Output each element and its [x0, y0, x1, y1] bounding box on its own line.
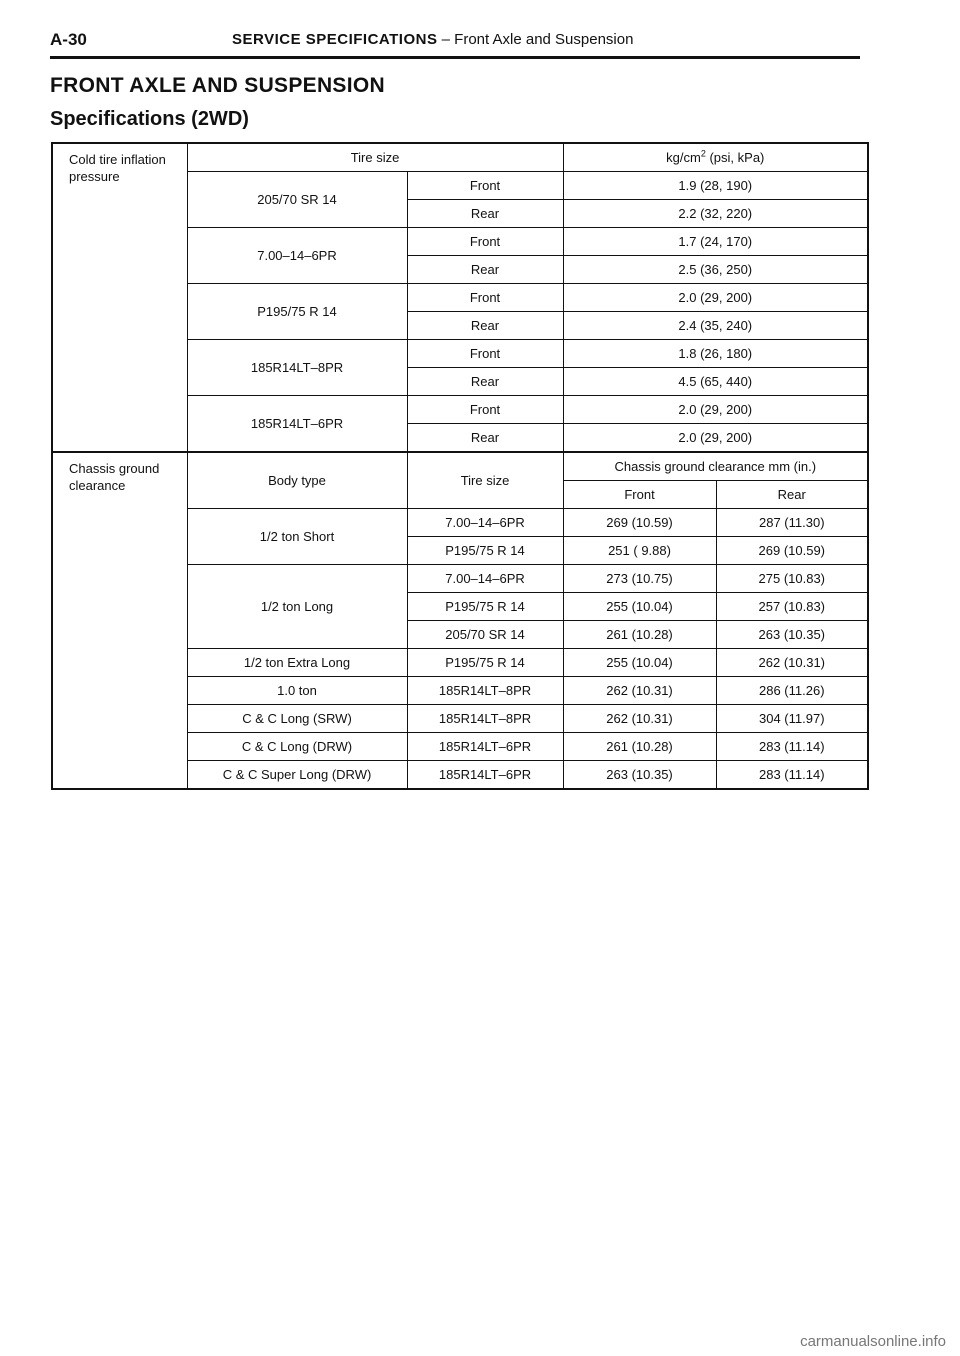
inflation-label: Cold tire inflation pressure: [52, 143, 187, 452]
axle-front-label: Front: [407, 228, 563, 256]
clearance-rear-value: 269 (10.59): [716, 537, 868, 565]
clearance-front-value: 262 (10.31): [563, 705, 716, 733]
clearance-tire-size: 185R14LT–8PR: [407, 705, 563, 733]
clearance-tire-size: P195/75 R 14: [407, 593, 563, 621]
section-title: FRONT AXLE AND SUSPENSION: [50, 74, 385, 97]
pressure-rear-value: 2.2 (32, 220): [563, 200, 868, 228]
clearance-rear-value: 283 (11.14): [716, 733, 868, 761]
clearance-tire-size: 7.00–14–6PR: [407, 565, 563, 593]
axle-rear-label: Rear: [407, 368, 563, 396]
axle-front-label: Front: [407, 284, 563, 312]
axle-rear-label: Rear: [407, 200, 563, 228]
clearance-tire-size: 205/70 SR 14: [407, 621, 563, 649]
clearance-front-value: 261 (10.28): [563, 621, 716, 649]
table-row: [52, 143, 868, 172]
clearance-rear-value: 283 (11.14): [716, 761, 868, 790]
header-title: [232, 31, 633, 48]
clearance-rear-value: 286 (11.26): [716, 677, 868, 705]
table-row: [52, 452, 868, 481]
body-type-cell: 1/2 ton Short: [187, 509, 407, 565]
header-front: Front: [563, 481, 716, 509]
clearance-tire-size: P195/75 R 14: [407, 649, 563, 677]
page-number: A-30: [50, 30, 87, 49]
specifications-table: [51, 142, 869, 790]
tire-size-cell: 185R14LT–6PR: [187, 396, 407, 453]
body-type-cell: C & C Super Long (DRW): [187, 761, 407, 790]
header-body-type: Body type: [187, 452, 407, 509]
clearance-front-value: 263 (10.35): [563, 761, 716, 790]
pressure-front-value: 2.0 (29, 200): [563, 284, 868, 312]
header-rear: Rear: [716, 481, 868, 509]
body-type-cell: C & C Long (SRW): [187, 705, 407, 733]
header-title-main: SERVICE SPECIFICATIONS: [232, 31, 438, 48]
axle-front-label: Front: [407, 340, 563, 368]
specifications-table-body: [52, 143, 868, 789]
page-header: [50, 28, 860, 59]
header-pressure-unit: [563, 143, 868, 172]
watermark: carmanualsonline.info: [800, 1333, 946, 1350]
axle-rear-label: Rear: [407, 256, 563, 284]
clearance-rear-value: 262 (10.31): [716, 649, 868, 677]
unit-suffix: (psi, kPa): [705, 149, 765, 165]
pressure-rear-value: 4.5 (65, 440): [563, 368, 868, 396]
header-title-sub: – Front Axle and Suspension: [437, 31, 634, 48]
clearance-front-value: 251 ( 9.88): [563, 537, 716, 565]
clearance-label: Chassis ground clearance: [52, 452, 187, 789]
pressure-front-value: 1.7 (24, 170): [563, 228, 868, 256]
clearance-tire-size: 185R14LT–8PR: [407, 677, 563, 705]
pressure-rear-value: 2.5 (36, 250): [563, 256, 868, 284]
pressure-rear-value: 2.4 (35, 240): [563, 312, 868, 340]
body-type-cell: 1/2 ton Extra Long: [187, 649, 407, 677]
axle-front-label: Front: [407, 172, 563, 200]
clearance-tire-size: P195/75 R 14: [407, 537, 563, 565]
clearance-front-value: 261 (10.28): [563, 733, 716, 761]
tire-size-cell: 185R14LT–8PR: [187, 340, 407, 396]
header-clearance-tire-size: Tire size: [407, 452, 563, 509]
body-type-cell: 1/2 ton Long: [187, 565, 407, 649]
clearance-rear-value: 304 (11.97): [716, 705, 868, 733]
body-type-cell: 1.0 ton: [187, 677, 407, 705]
unit-prefix: kg/cm: [666, 149, 701, 165]
header-clearance: Chassis ground clearance mm (in.): [563, 452, 868, 481]
pressure-front-value: 1.8 (26, 180): [563, 340, 868, 368]
pressure-rear-value: 2.0 (29, 200): [563, 424, 868, 453]
clearance-front-value: 255 (10.04): [563, 649, 716, 677]
clearance-tire-size: 185R14LT–6PR: [407, 733, 563, 761]
unit-superscript: 2: [700, 148, 706, 159]
axle-rear-label: Rear: [407, 424, 563, 453]
clearance-front-value: 255 (10.04): [563, 593, 716, 621]
tire-size-cell: P195/75 R 14: [187, 284, 407, 340]
clearance-rear-value: 275 (10.83): [716, 565, 868, 593]
pressure-front-value: 2.0 (29, 200): [563, 396, 868, 424]
subsection-title: Specifications (2WD): [50, 108, 249, 130]
axle-rear-label: Rear: [407, 312, 563, 340]
pressure-front-value: 1.9 (28, 190): [563, 172, 868, 200]
clearance-front-value: 262 (10.31): [563, 677, 716, 705]
clearance-front-value: 269 (10.59): [563, 509, 716, 537]
clearance-rear-value: 263 (10.35): [716, 621, 868, 649]
tire-size-cell: 7.00–14–6PR: [187, 228, 407, 284]
tire-size-cell: 205/70 SR 14: [187, 172, 407, 228]
clearance-tire-size: 185R14LT–6PR: [407, 761, 563, 790]
clearance-front-value: 273 (10.75): [563, 565, 716, 593]
body-type-cell: C & C Long (DRW): [187, 733, 407, 761]
clearance-rear-value: 287 (11.30): [716, 509, 868, 537]
axle-front-label: Front: [407, 396, 563, 424]
header-tire-size: Tire size: [187, 143, 563, 172]
clearance-rear-value: 257 (10.83): [716, 593, 868, 621]
clearance-tire-size: 7.00–14–6PR: [407, 509, 563, 537]
